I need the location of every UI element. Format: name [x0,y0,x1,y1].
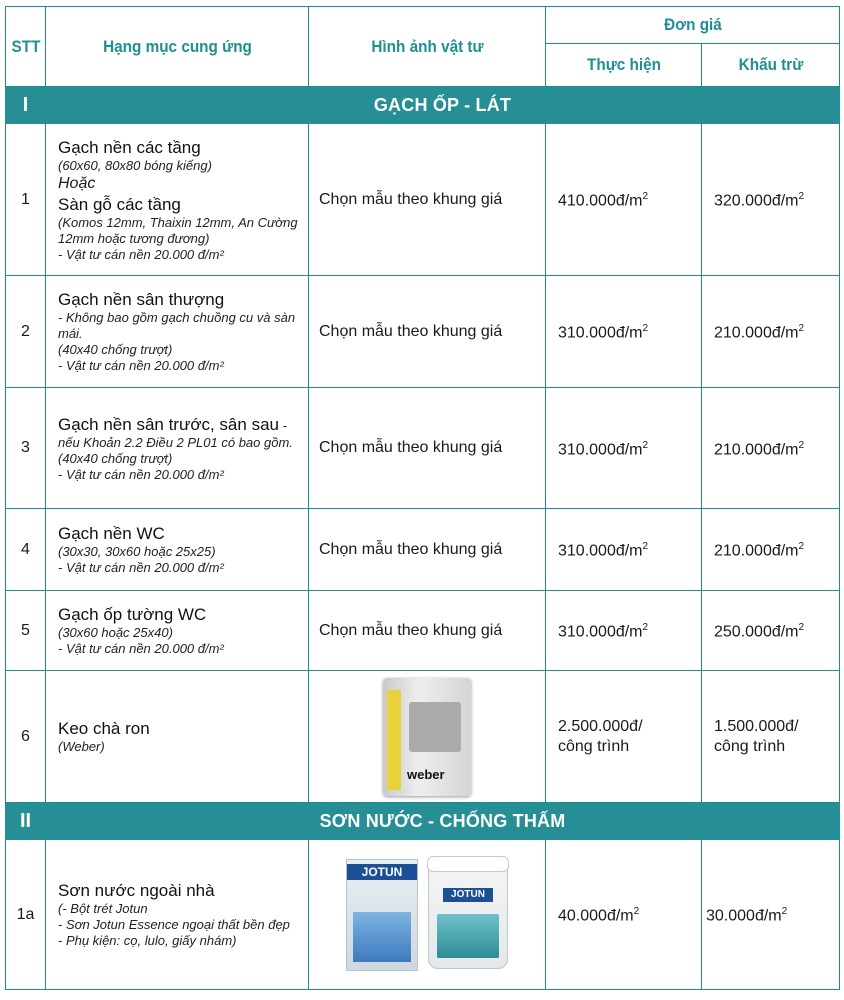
item-note: (60x60, 80x80 bóng kiếng) [58,157,212,173]
row-item [46,276,309,388]
price-unit-sup: 2 [798,439,805,451]
price-value: 310.000đ/m [558,623,643,641]
item-name: Gạch nền sân thượng [58,290,225,309]
price-unit-sup: 2 [798,191,805,203]
header-unit-price: Đơn giá [560,7,825,44]
price-unit-sup: 2 [642,439,649,451]
item-name: Gạch nền sân trước, sân sau [58,414,279,434]
price-unit-sup: 2 [781,906,788,918]
price-value: 410.000đ/m [558,192,643,210]
row-actual-price [546,276,702,388]
section-title: SƠN NƯỚC - CHỐNG THẤM [46,803,840,840]
row-actual-price [546,509,702,591]
bucket-graphic [437,914,499,958]
row-image-text: Chọn mẫu theo khung giá [309,124,546,276]
price-unit-sup: 2 [642,622,649,634]
bag-graphic [353,912,411,962]
header-image: Hình ảnh vật tư [320,7,533,87]
price-value: 40.000đ/m [558,907,634,925]
section-title: GẠCH ỐP - LÁT [46,87,840,124]
item-note: - Vật tư cán nền 20.000 đ/m² [58,246,224,262]
price-value: 2.500.000đ/ [558,717,643,735]
header-deduct: Khấu trừ [708,44,832,87]
price-unit-sup: 2 [642,541,649,553]
table-row [6,591,840,671]
row-item [46,591,309,671]
table-row [6,509,840,591]
item-note: - Vật tư cán nền 20.000 đ/m² [58,466,224,482]
bag-graphic [409,702,461,752]
bag-stripe [387,690,401,790]
weber-bag-image [383,678,471,796]
row-stt: 1 [6,124,46,276]
price-unit-sup: 2 [798,541,805,553]
header-row [6,7,840,44]
row-stt: 4 [6,509,46,591]
price-value: công trình [714,737,786,755]
table-row [6,840,840,990]
table-row [6,388,840,509]
price-value: 1.500.000đ/ [714,717,799,735]
price-unit-sup: 2 [642,191,649,203]
row-actual-price [546,388,702,509]
row-stt: 1a [6,840,46,990]
section-roman: II [6,803,46,840]
item-note-inline: -nếu Khoản 2.2 Điều 2 PL01 có bao gồm. [58,417,293,450]
row-deduct-price [702,509,840,591]
row-item [46,509,309,591]
bucket-lid [427,856,509,872]
row-item [46,124,309,276]
table-row [6,124,840,276]
header-stt: STT [8,7,44,87]
row-deduct-price [702,591,840,671]
row-image-text: Chọn mẫu theo khung giá [309,388,546,509]
item-note: - Phụ kiện: cọ, lulo, giấy nhám) [58,933,237,948]
item-note: - Không bao gồm gạch chuồng cu và sàn mái. [58,310,296,341]
header-actual: Thực hiện [553,44,693,87]
section-row [6,803,840,840]
row-image-text: Chọn mẫu theo khung giá [309,276,546,388]
row-item [46,671,309,803]
price-value: 310.000đ/m [558,324,643,342]
product-image-box [309,678,545,796]
item-note: - Vật tư cán nền 20.000 đ/m² [58,641,224,656]
row-image [309,840,546,990]
price-value: 210.000đ/m [714,441,799,459]
item-name: Keo chà ron [58,719,150,738]
price-value: 320.000đ/m [714,192,799,210]
jotun-logo: JOTUN [347,864,417,880]
price-value: 210.000đ/m [714,324,799,342]
item-note: - Vật tư cán nền 20.000 đ/m² [58,560,224,575]
row-deduct-price [702,671,840,803]
jotun-paint-bucket-image [428,861,508,969]
row-item [46,388,309,509]
item-name-alt: Sàn gỗ các tầng [58,194,181,214]
section-roman: I [6,87,46,124]
price-table [5,6,840,990]
item-note: (Weber) [58,739,105,754]
item-or: Hoặc [58,174,96,192]
row-stt: 2 [6,276,46,388]
row-actual-price [546,591,702,671]
item-note: (30x30, 30x60 hoặc 25x25) [58,544,216,559]
item-name: Gạch ốp tường WC [58,605,207,624]
jotun-logo: JOTUN [443,888,493,902]
row-deduct-price [702,276,840,388]
price-unit-sup: 2 [798,622,805,634]
price-unit-sup: 2 [633,906,640,918]
price-value: 310.000đ/m [558,542,643,560]
table-row [6,276,840,388]
row-stt: 3 [6,388,46,509]
row-stt: 6 [6,671,46,803]
row-actual-price [546,124,702,276]
price-value: 30.000đ/m [706,907,782,925]
price-unit-sup: 2 [642,323,649,335]
item-note: (Komos 12mm, Thaixin 12mm, An Cường 12mm hoặc tương đương) [58,214,298,246]
row-item [46,840,309,990]
item-note: - Sơn Jotun Essence ngoại thất bền đẹp [58,917,290,932]
jotun-putty-bag-image [346,859,418,971]
item-note: (- Bột trét Jotun [58,901,148,916]
item-note: - Vật tư cán nền 20.000 đ/m² [58,358,224,373]
row-actual-price [546,840,702,990]
item-name: Gạch nền các tầng [58,137,201,157]
item-note: (30x60 hoặc 25x40) [58,625,173,640]
price-value: 210.000đ/m [714,542,799,560]
weber-logo: weber [407,766,445,782]
item-name: Sơn nước ngoài nhà [58,881,215,900]
price-unit-sup: 2 [798,323,805,335]
item-note: (40x40 chống trượt) [58,342,173,357]
item-note: (40x40 chống trượt) [58,450,173,466]
row-stt: 5 [6,591,46,671]
item-name: Gạch nền WC [58,524,165,543]
price-value: công trình [558,737,630,755]
price-value: 310.000đ/m [558,441,643,459]
row-deduct-price [702,124,840,276]
row-image-text: Chọn mẫu theo khung giá [309,591,546,671]
row-deduct-price [702,388,840,509]
row-actual-price [546,671,702,803]
header-item: Hạng mục cung ứng [59,7,296,87]
table-row [6,671,840,803]
product-image-box [309,859,545,971]
section-row [6,87,840,124]
row-image-text: Chọn mẫu theo khung giá [309,509,546,591]
item-name-line [58,414,300,451]
price-value: 250.000đ/m [714,623,799,641]
row-deduct-price [702,840,840,990]
row-image [309,671,546,803]
